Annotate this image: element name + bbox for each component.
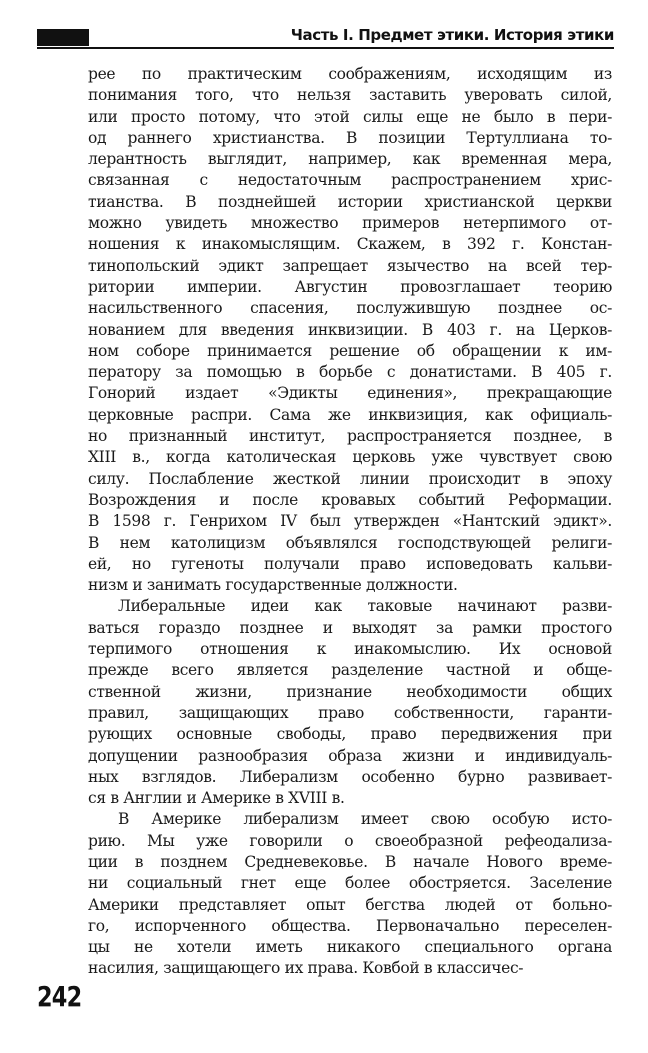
text-line: рию. Мы уже говорили о своеобразной рефеодализа- (88, 831, 612, 850)
text-line: тианства. В позднейшей истории христианской церкви (88, 192, 612, 211)
text-line: го, испорченного общества. Первоначально переселен- (88, 916, 612, 935)
text-line: Либеральные идеи как таковые начинают разви- (118, 597, 612, 616)
paragraph (88, 809, 612, 979)
text-line: но признанный институт, распространяется позднее, в (88, 427, 612, 446)
text-line: В Америке либерализм имеет свою особую исто- (118, 810, 612, 829)
header-black-bar (37, 29, 89, 46)
text-line: или просто потому, что этой силы еще не было в пери- (88, 107, 612, 126)
text-line: насилия, защищающего их права. Ковбой в классичес- (88, 959, 524, 978)
text-line: связанная с недостаточным распространением хрис- (88, 171, 612, 190)
running-header: Часть I. Предмет этики. История этики (290, 26, 614, 44)
text-line: терпимого отношения к инакомыслию. Их основой (88, 640, 612, 659)
text-line: ей, но гугеноты получали право исповедовать кальви- (88, 554, 612, 573)
text-line: насильственного спасения, послужившую позднее ос- (88, 299, 612, 318)
text-line: церковные распри. Сама же инквизиция, как официаль- (88, 405, 612, 424)
text-line: ции в позднем Средневековье. В начале Нового време- (88, 852, 612, 871)
header-rule (37, 47, 614, 49)
text-line: силу. Послабление жесткой линии происходит в эпоху (88, 469, 612, 488)
text-line: ственной жизни, признание необходимости общих (88, 682, 612, 701)
text-line: Гонорий издает «Эдикты единения», прекращающие (88, 384, 612, 403)
text-line: рующих основные свободы, право передвижения при (88, 725, 612, 744)
text-line: Возрождения и после кровавых событий Реформации. (88, 490, 612, 509)
text-line: можно увидеть множество примеров нетерпимого от- (88, 214, 612, 233)
text-line: ваться гораздо позднее и выходят за рамки простого (88, 618, 612, 637)
page-number: 242 (37, 980, 82, 1013)
text-line: В 1598 г. Генрихом IV был утвержден «Нантский эдикт». (88, 512, 612, 531)
text-line: ператору за помощью в борьбе с донатистами. В 405 г. (88, 363, 612, 382)
paragraph (88, 64, 612, 596)
text-line: цы не хотели иметь никакого специального органа (88, 938, 612, 957)
text-line: В нем католицизм объявлялся господствующей религи- (88, 533, 612, 552)
body-text (88, 64, 612, 980)
text-line: ном соборе принимается решение об обращении к им- (88, 341, 612, 360)
text-line: рее по практическим соображениям, исходящим из (88, 65, 612, 83)
text-line: ся в Англии и Америке в XVIII в. (88, 789, 345, 808)
text-line: прежде всего является разделение частной и обще- (88, 661, 612, 680)
text-line: од раннего христианства. В позиции Тертуллиана то- (88, 128, 612, 147)
text-line: ритории империи. Августин провозглашает теорию (88, 277, 612, 296)
text-line: ни социальный гнет еще более обостряется. Заселение (88, 874, 612, 893)
text-line: нованием для введения инквизиции. В 403 г. на Церков- (88, 320, 612, 339)
text-line: лерантность выглядит, например, как временная мера, (88, 150, 612, 169)
text-line: ных взглядов. Либерализм особенно бурно развивает- (88, 767, 612, 786)
text-line: понимания того, что нельзя заставить уверовать силой, (88, 86, 612, 105)
text-line: XIII в., когда католическая церковь уже чувствует свою (88, 448, 612, 467)
text-line: низм и занимать государственные должности. (88, 576, 458, 595)
text-line: Америки представляет опыт бегства людей от больно- (88, 895, 612, 914)
text-line: допущении разнообразия образа жизни и индивидуаль- (88, 746, 612, 765)
text-line: ношения к инакомыслящим. Скажем, в 392 г. Констан- (88, 235, 612, 254)
text-line: тинопольский эдикт запрещает язычество на всей тер- (88, 256, 612, 275)
text-line: правил, защищающих право собственности, гаранти- (88, 703, 612, 722)
paragraph (88, 596, 612, 809)
